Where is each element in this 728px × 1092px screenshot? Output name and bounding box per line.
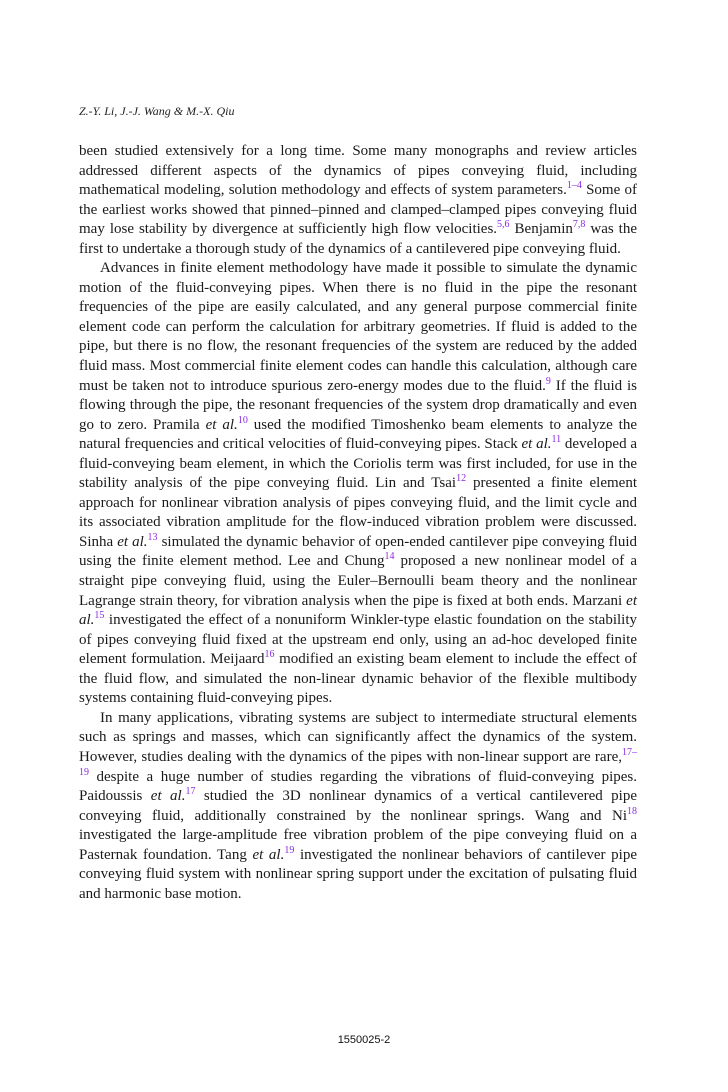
- text-run: simulated the dynamic behavior of open-ended cantilever pipe conveying fluid using the finite element method. Lee and Chung: [79, 533, 637, 570]
- citation-link[interactable]: 9: [545, 375, 551, 387]
- citation-link[interactable]: 19: [284, 844, 295, 856]
- citation-link[interactable]: 16: [264, 649, 275, 661]
- citation-link[interactable]: 7,8: [572, 219, 586, 231]
- citation-link[interactable]: 13: [147, 531, 158, 543]
- text-run: studied the 3D nonlinear dynamics of a vertical cantilevered pipe conveying fluid, additionally constrained by the nonlinear springs. Wang and Ni: [79, 788, 638, 824]
- citation-link[interactable]: 11: [551, 434, 562, 446]
- paragraph: [79, 259, 637, 709]
- italic-run: et al.: [79, 592, 637, 629]
- text-run: been studied extensively for a long time. Some many monographs and review articles addressed different aspects of the dynamics of pipes conveying fluid, including mathematical modeling, solution methodology and effects of system parameters.: [79, 143, 637, 199]
- text-run: In many applications, vibrating systems are subject to intermediate structural elements such as springs and masses, which can significantly affect the dynamics of the system. However, studies dealing with the dynamics of the pipes with non-linear support are rare,: [79, 709, 637, 765]
- text-run: presented a finite element approach for nonlinear vibration analysis of pipes conveying fluid, and the limit cycle and its associated vibration amplitude for the flow-induced vibration problem were discussed. Sinha: [79, 475, 637, 550]
- citation-link[interactable]: 17–19: [79, 746, 637, 778]
- text-run: despite a huge number of studies regarding the vibrations of fluid-conveying pipes. Paidoussis: [79, 768, 637, 805]
- text-run: investigated the effect of a nonuniform Winkler-type elastic foundation on the stability of pipes conveying fluid fixed at the upstream end only, using an ad-hoc developed finite element formulation. Meijaard: [79, 612, 637, 668]
- text-run: investigated the nonlinear behaviors of cantilever pipe conveying fluid system with nonlinear spring support under the excitation of pulsating fluid and harmonic base motion.: [79, 846, 638, 902]
- italic-run: et al.: [521, 436, 552, 453]
- citation-link[interactable]: 17: [185, 786, 196, 798]
- paragraph: [79, 142, 637, 259]
- running-head: Z.-Y. Li, J.-J. Wang & M.-X. Qiu: [79, 104, 235, 118]
- text-run: investigated the large-amplitude free vibration problem of the pipe conveying fluid on a Pasternak foundation. Tang: [79, 827, 637, 863]
- text-run: modified an existing beam element to include the effect of the fluid flow, and simulated the non-linear dynamic behavior of the flexible multibody systems containing fluid-conveying pipes.: [79, 651, 637, 707]
- italic-run: et al.: [252, 846, 285, 863]
- text-run: Benjamin: [509, 221, 573, 238]
- italic-run: et al.: [150, 788, 186, 805]
- citation-link[interactable]: 18: [627, 805, 637, 817]
- text-run: proposed a new nonlinear model of a straight pipe conveying fluid, using the Euler–Bernoulli beam theory and the nonlinear Lagrange strain theory, for vibration analysis when the pipe is fixed at both ends. Marzani: [79, 553, 637, 609]
- citation-link[interactable]: 5,6: [497, 219, 510, 231]
- text-run: Some of the earliest works showed that pinned–pinned and clamped–clamped pipes conveying fluid may lose stability by divergence at sufficiently high flow velocities.: [79, 182, 638, 238]
- citation-link[interactable]: 10: [237, 414, 248, 426]
- citation-link[interactable]: 15: [94, 610, 105, 622]
- text-run: was the first to undertake a thorough study of the dynamics of a cantilevered pipe conveying fluid.: [79, 221, 638, 257]
- paragraph: [79, 709, 637, 904]
- citation-link[interactable]: 1–4: [566, 180, 582, 192]
- italic-run: et al.: [205, 416, 238, 433]
- text-run: If the fluid is flowing through the pipe, the resonant frequencies of the system drop dramatically and even go to zero. Pramila: [79, 377, 638, 433]
- text-run: used the modified Timoshenko beam elements to analyze the natural frequencies and critical velocities of fluid-conveying pipes. Stack: [79, 416, 637, 453]
- text-run: Advances in finite element methodology have made it possible to simulate the dynamic motion of the fluid-conveying pipes. When there is no fluid in the pipe the resonant frequencies of the pipe are easily calculated, and any general purpose commercial finite element code can perform the calculation for arbitrary geometries. If fluid is added to the pipe, but there is no flow, the resonant frequencies of the system are reduced by the added fluid mass. Most commercial finite element codes can handle this calculation, although care must be taken not to introduce spurious zero-energy modes due to the fluid.: [79, 260, 637, 394]
- italic-run: et al.: [117, 533, 148, 550]
- citation-link[interactable]: 14: [384, 551, 395, 563]
- citation-link[interactable]: 12: [456, 473, 467, 485]
- text-run: developed a fluid-conveying beam element, in which the Coriolis term was first included, for use in the stability analysis of the pipe conveying fluid. Lin and Tsai: [79, 436, 637, 492]
- article-body: [79, 142, 637, 904]
- page-number: 1550025-2: [337, 1034, 391, 1046]
